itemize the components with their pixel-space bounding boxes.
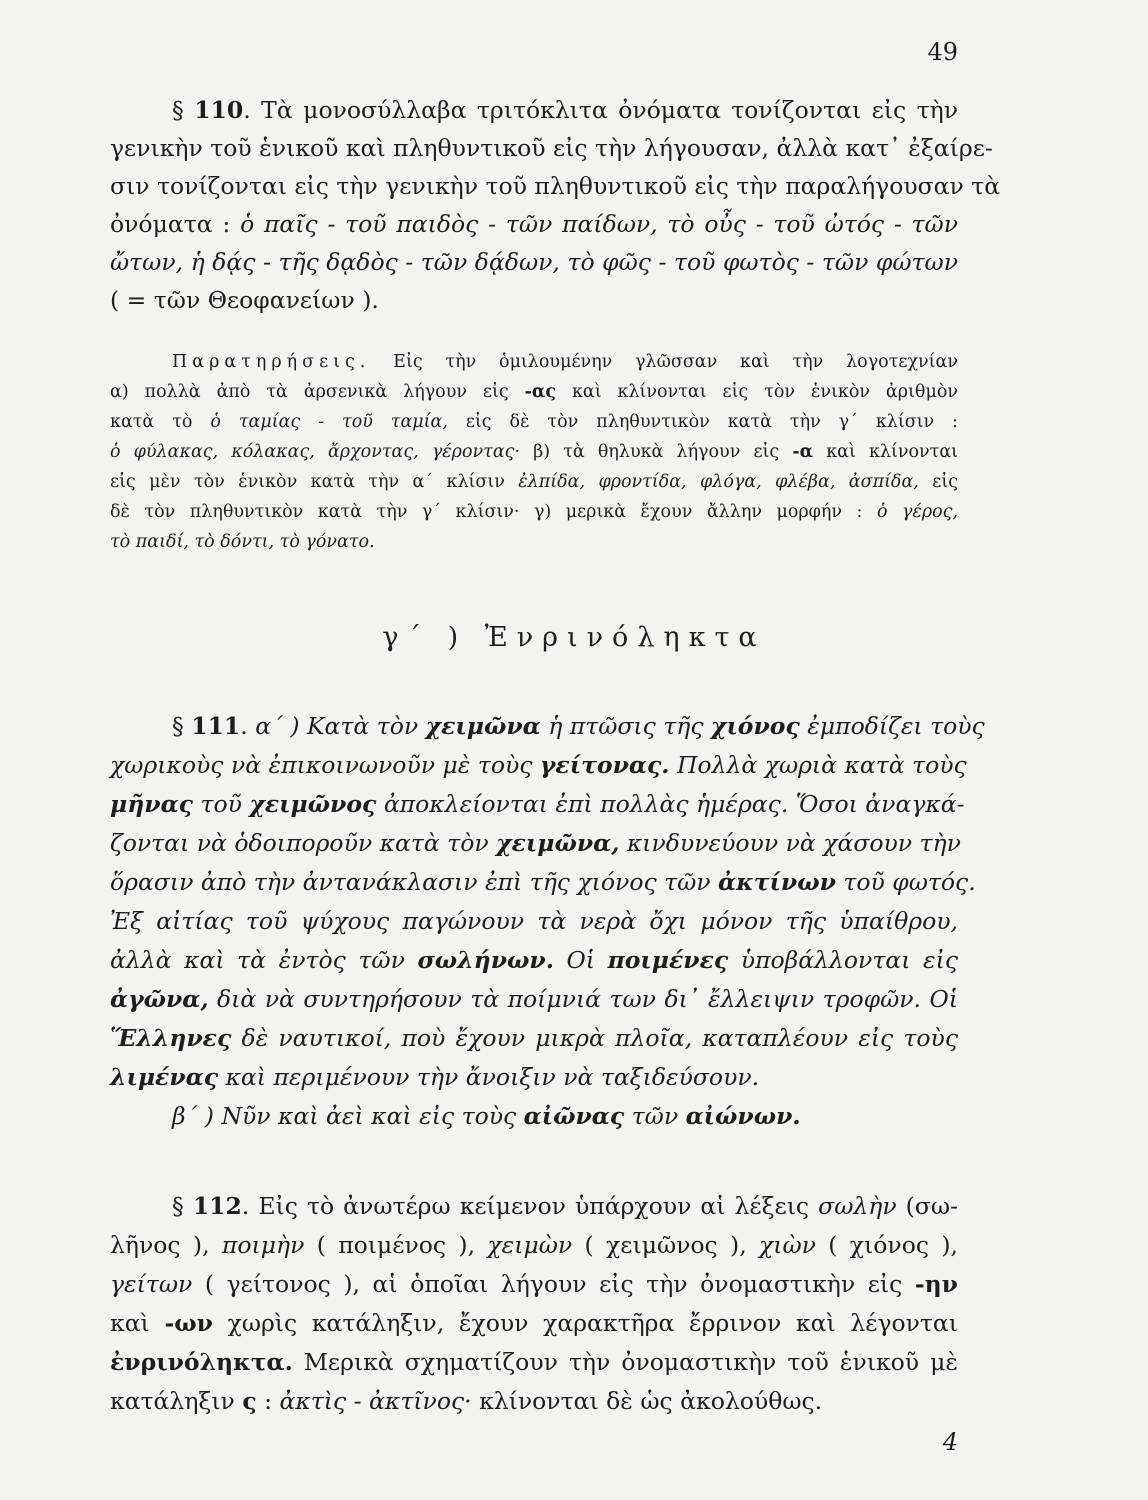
text-line (110, 412, 958, 433)
italic-text: Πολλὰ χωριὰ κατὰ τοὺς (669, 751, 967, 779)
bold-word: αἰῶνας (523, 1102, 625, 1130)
bold-word: ἀγῶνα, (110, 985, 209, 1013)
italic-text: τῶν (624, 1102, 686, 1130)
page-number-bottom: 4 (942, 1428, 958, 1456)
text-line (110, 1387, 822, 1415)
italic-text: ἐμποδίζει τοὺς (799, 712, 985, 740)
text-segment: (σω- (896, 1192, 958, 1220)
italic-text: δὲ ναυτικοί, ποὺ ἔχουν μικρὰ πλοῖα, καταπλέουν εἰς τοὺς (231, 1024, 958, 1052)
text-segment: κατάληξιν (110, 1387, 243, 1415)
page-number-top: 49 (927, 38, 958, 66)
text-segment: ( γείτονος ), αἱ ὁποῖαι λήγουν εἰς τὴν ὀνομαστικὴν εἰς (192, 1270, 915, 1298)
text-segment: . (240, 712, 256, 740)
text-segment: εἰς δὲ τὸν πληθυντικὸν κατὰ τὴν γ΄ κλίσιν : (447, 412, 958, 432)
text-line (110, 210, 958, 238)
text-segment: β) τὰ θηλυκὰ λήγουν εἰς (520, 442, 793, 462)
bold-word: γείτονας. (539, 751, 670, 779)
text-segment: α) πολλὰ ἀπὸ τὰ ἀρσενικὰ λήγουν εἰς (110, 382, 525, 402)
text-segment: καὶ κλίνονται εἰς τὸν ἑνικὸν ἀριθμὸν (556, 382, 958, 402)
italic-text: χωρικοὺς νὰ ἐπικοινωνοῦν μὲ τοὺς (110, 751, 540, 779)
text-segment: λῆνος ), (110, 1231, 222, 1259)
section-sign: § (172, 1192, 193, 1220)
bold-word: χειμῶνος (249, 790, 377, 818)
italic-example: ἐλπίδα, φροντίδα, φλόγα, φλέβα, ἀσπίδα, (518, 472, 919, 492)
italic-text: καὶ περιμένουν τὴν ἄνοιξιν νὰ ταξιδεύσουν. (218, 1063, 760, 1091)
section-number: 112 (192, 1192, 242, 1220)
italic-example: γείτων (110, 1270, 193, 1298)
italic-text: τοῦ (192, 790, 250, 818)
italic-example: ὁ παῖς - τοῦ παιδὸς - τῶν παίδων, τὸ οὖς - τοῦ ὠτός - τῶν (240, 210, 959, 238)
text-segment: καὶ κλίνονται (813, 442, 959, 462)
bold-ending: -α (792, 442, 814, 462)
bold-word: ἀκτίνων (718, 868, 836, 896)
text-line (110, 829, 961, 857)
text-line (110, 502, 958, 523)
italic-text: ἀλλὰ καὶ τὰ ἐντὸς τῶν (110, 946, 418, 974)
text-line: ὤτων, ἡ δᾴς - τῆς δᾳδὸς - τῶν δᾴδων, τὸ φῶς - τοῦ φωτὸς - τῶν φώτων (110, 248, 958, 276)
text-segment: ὀνόματα : (110, 210, 241, 238)
text-line (110, 1348, 958, 1376)
italic-text: ὅρασιν ἀπὸ τὴν ἀντανάκλασιν ἐπὶ τῆς χιόνος τῶν (110, 868, 719, 896)
italic-example: ἀκτὶς - ἀκτῖνος· (279, 1387, 472, 1415)
italic-text: κινδυνεύουν νὰ χάσουν τὴν (619, 829, 961, 857)
bold-word: μῆνας (110, 790, 193, 818)
text-segment: ( χιόνος ), (815, 1231, 958, 1259)
section-number: 110 (194, 96, 244, 124)
text-segment: χωρὶς κατάληξιν, ἔχουν χαρακτῆρα ἔρρινον καὶ λέγονται (212, 1309, 959, 1337)
text-line (110, 985, 958, 1013)
text-segment: εἰς μὲν τὸν ἑνικὸν κατὰ τὴν α΄ κλίσιν (110, 472, 519, 492)
text-segment: . Τὰ μονοσύλλαβα τριτόκλιτα ὀνόματα τονίζονται εἰς τὴν (243, 96, 958, 124)
text-line (110, 442, 958, 463)
text-line (110, 1309, 958, 1337)
text-line (110, 1024, 958, 1052)
section-sign: § (172, 712, 192, 740)
bold-word: ποιμένες (607, 946, 729, 974)
italic-text: β΄ ) Νῦν καὶ ἀεὶ καὶ εἰς τοὺς (172, 1102, 524, 1130)
text-line: γενικὴν τοῦ ἑνικοῦ καὶ πληθυντικοῦ εἰς τὴν λήγουσαν, ἀλλὰ κατ᾽ ἐξαίρε- (110, 134, 993, 162)
italic-text: ὑποβάλλονται εἰς (728, 946, 958, 974)
bold-word: χειμῶνα, (496, 829, 620, 857)
text-segment: . Εἰς τὸ ἀνωτέρω κείμενον ὑπάρχουν αἱ λέξεις (241, 1192, 819, 1220)
text-line (110, 382, 958, 403)
text-line (110, 868, 976, 896)
italic-example: ὁ φύλακας, κόλακας, ἄρχοντας, γέροντας· (110, 442, 521, 462)
bold-ending: -ας (524, 382, 556, 402)
italic-text: Οἱ (553, 946, 608, 974)
text-line (110, 946, 958, 974)
bold-word: χειμῶνα (425, 712, 541, 740)
text-segment: κατὰ τὸ (110, 412, 211, 432)
text-segment: ( χειμῶνος ), (572, 1231, 760, 1259)
section-sign: § (172, 96, 195, 124)
bold-word: σωλήνων. (417, 946, 554, 974)
italic-text: α΄ ) Κατὰ τὸν (255, 712, 426, 740)
italic-text: ἀποκλείονται ἐπὶ πολλὰς ἡμέρας. Ὅσοι ἀναγκά- (376, 790, 965, 818)
text-line (172, 1192, 958, 1220)
italic-example: ποιμὴν (221, 1231, 305, 1259)
italic-example: ὁ γέρος, (876, 502, 959, 522)
bold-word: αἰώνων. (685, 1102, 801, 1130)
bold-term: ἐνρινόληκτα. (110, 1348, 293, 1376)
text-segment: δὲ τὸν πληθυντικὸν κατὰ τὴν γ΄ κλίσιν· γ) μερικὰ ἔχουν ἄλλην μορφήν : (110, 502, 877, 522)
text-line: σιν τονίζονται εἰς τὴν γενικὴν τοῦ πληθυντικοῦ εἰς τὴν παραλήγουσαν τὰ (110, 172, 1001, 200)
text-line (172, 96, 958, 124)
italic-example: χειμὼν (487, 1231, 573, 1259)
text-line (172, 712, 985, 740)
text-line (110, 1231, 958, 1259)
text-line: τὸ παιδί, τὸ δόντι, τὸ γόνατο. (110, 532, 375, 552)
text-line (110, 751, 967, 779)
bold-word: λιμένας (110, 1063, 219, 1091)
text-segment: : (256, 1387, 280, 1415)
italic-example: ὁ ταμίας - τοῦ ταμία, (210, 412, 448, 432)
bold-word: χιόνος (710, 712, 800, 740)
text-line (110, 790, 965, 818)
bold-ending: -ην (914, 1270, 958, 1298)
text-line (172, 352, 958, 373)
text-line: ( = τῶν Θεοφανείων ). (110, 286, 379, 314)
italic-example: σωλὴν (818, 1192, 897, 1220)
italic-text: ζονται νὰ ὁδοιποροῦν κατὰ τὸν (110, 829, 497, 857)
italic-text: τοῦ φωτός. (835, 868, 976, 896)
subsection-heading: γ΄ ) Ἐνρινόληκτα (382, 622, 766, 653)
text-segment: ( ποιμένος ), (304, 1231, 488, 1259)
notes-label: Παρατηρήσεις. (172, 352, 371, 372)
text-segment: καὶ (110, 1309, 165, 1337)
text-segment: Εἰς τὴν ὁμιλουμένην γλῶσσαν καὶ τὴν λογοτεχνίαν (370, 352, 958, 372)
italic-example: χιὼν (759, 1231, 816, 1259)
text-segment: Μερικὰ σχηματίζουν τὴν ὀνομαστικὴν τοῦ ἑνικοῦ μὲ (292, 1348, 958, 1376)
text-segment: κλίνονται δὲ ὡς ἀκολούθως. (471, 1387, 823, 1415)
bold-ending: ς (242, 1387, 257, 1415)
italic-text: ἡ πτῶσις τῆς (540, 712, 711, 740)
text-line: Ἐξ αἰτίας τοῦ ψύχους παγώνουν τὰ νερὰ ὄχι μόνον τῆς ὑπαίθρου, (110, 907, 958, 935)
text-segment: εἰς (918, 472, 959, 492)
text-line (110, 1063, 759, 1091)
italic-text: διὰ νὰ συντηρήσουν τὰ ποίμνιά των δι᾽ ἔλλειψιν τροφῶν. Οἱ (208, 985, 958, 1013)
section-number: 111 (191, 712, 241, 740)
text-line (110, 472, 958, 493)
text-line (172, 1102, 801, 1130)
bold-word: Ἕλληνες (110, 1024, 232, 1052)
text-line (110, 1270, 958, 1298)
bold-ending: -ων (164, 1309, 213, 1337)
